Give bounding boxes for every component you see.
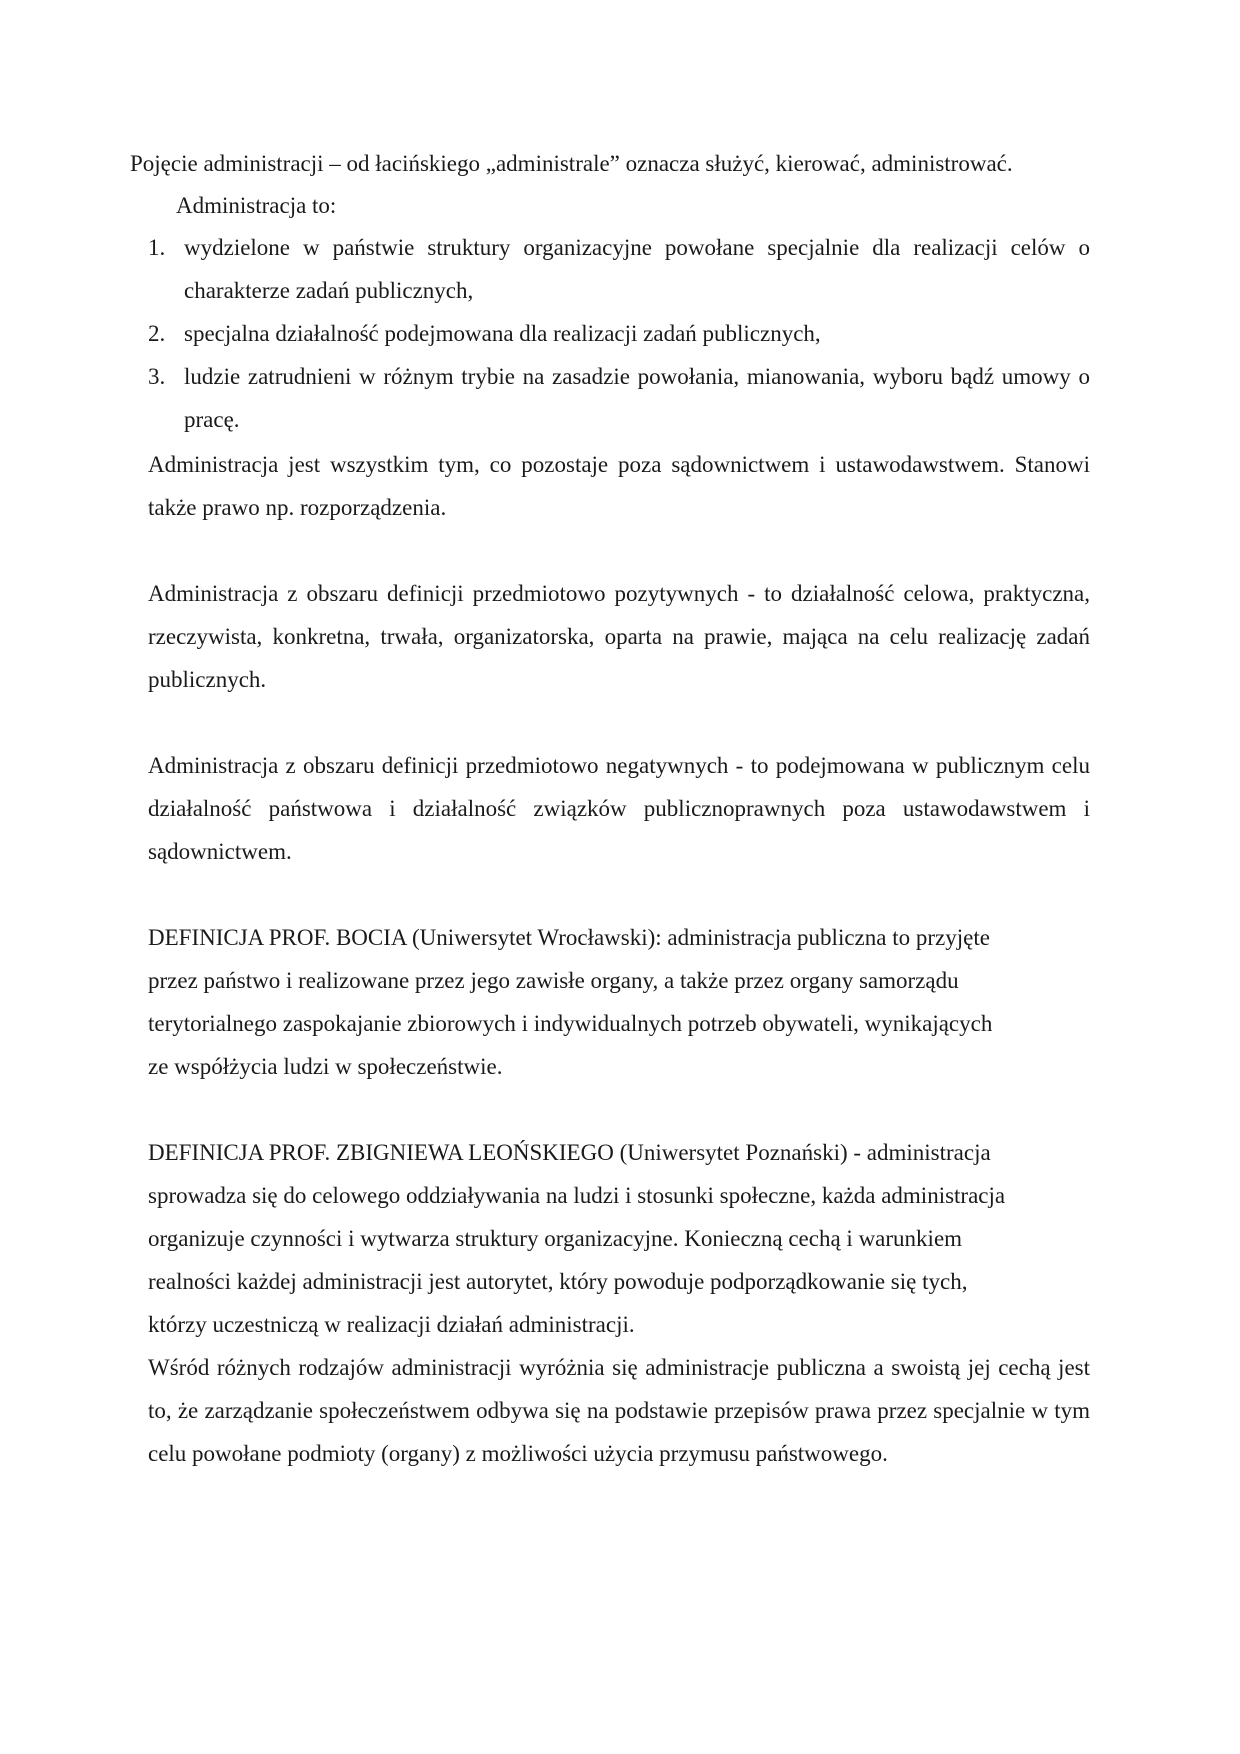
- definition-list: [148, 226, 1090, 441]
- intro-paragraph: Pojęcie administracji – od łacińskiego „administrale” oznacza służyć, kierować, administrować.: [130, 151, 1013, 176]
- list-item: [148, 312, 1090, 355]
- boc-line: DEFINICJA PROF. BOCIA (Uniwersytet Wrocławski): administracja publiczna to przyjęte: [148, 925, 990, 950]
- list-item-number: 2.: [148, 321, 166, 346]
- leonski-line: realności każdej administracji jest autorytet, który powoduje podporządkowanie się tych,: [148, 1269, 968, 1294]
- scope-paragraph: Administracja jest wszystkim tym, co pozostaje poza sądownictwem i ustawodawstwem. Stanowi także prawo np. rozporządzenia.: [148, 452, 1090, 520]
- leonski-line: DEFINICJA PROF. ZBIGNIEWA LEOŃSKIEGO (Uniwersytet Poznański) - administracja: [148, 1140, 991, 1165]
- public-administration-paragraph: Wśród różnych rodzajów administracji wyróżnia się administracje publiczna a swoistą jej cechą jest to, że zarządzanie społeczeństwem odbywa się na podstawie przepisów prawa przez specjalnie w tym celu powołane podmioty (organy) z możliwości użycia przymusu państwowego.: [148, 1355, 1090, 1466]
- leonski-line: organizuje czynności i wytwarza struktury organizacyjne. Konieczną cechą i warunkiem: [148, 1226, 963, 1251]
- list-heading: Administracja to:: [176, 193, 337, 218]
- list-item: [148, 355, 1090, 441]
- list-item-text: ludzie zatrudnieni w różnym trybie na zasadzie powołania, mianowania, wyboru bądź umowy o pracę.: [184, 364, 1090, 432]
- boc-line: przez państwo i realizowane przez jego zawisłe organy, a także przez organy samorządu: [148, 968, 959, 993]
- boc-line: ze współżycia ludzi w społeczeństwie.: [148, 1054, 503, 1079]
- leonski-line: którzy uczestniczą w realizacji działań administracji.: [148, 1312, 635, 1337]
- list-item-number: 3.: [148, 364, 166, 389]
- negative-definition-paragraph: Administracja z obszaru definicji przedmiotowo negatywnych - to podejmowana w publicznym celu działalność państwowa i działalność związków publicznoprawnych poza ustawodawstwem i sądownictwem.: [148, 753, 1090, 864]
- list-item-text: wydzielone w państwie struktury organizacyjne powołane specjalnie dla realizacji celów o charakterze zadań publicznych,: [184, 235, 1090, 303]
- leonski-line: sprowadza się do celowego oddziaływania na ludzi i stosunki społeczne, każda administracja: [148, 1183, 1006, 1208]
- boc-line: terytorialnego zaspokajanie zbiorowych i indywidualnych potrzeb obywateli, wynikających: [148, 1011, 993, 1036]
- list-item-number: 1.: [148, 235, 166, 260]
- list-item-text: specjalna działalność podejmowana dla realizacji zadań publicznych,: [184, 321, 821, 346]
- list-item: [148, 226, 1090, 312]
- positive-definition-paragraph: Administracja z obszaru definicji przedmiotowo pozytywnych - to działalność celowa, praktyczna, rzeczywista, konkretna, trwała, organizatorska, oparta na prawie, mająca na celu realizację zadań publicznych.: [148, 581, 1090, 692]
